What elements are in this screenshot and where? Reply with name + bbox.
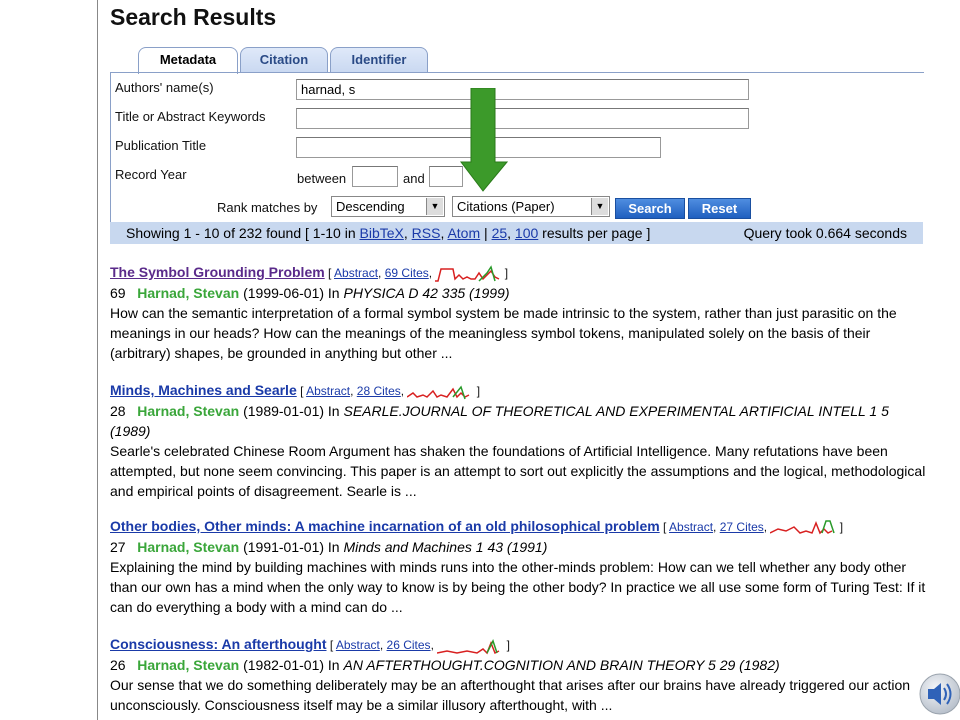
- result-date: (1991-01-01) In: [243, 539, 340, 555]
- result-snippet: Searle's celebrated Chinese Room Argument has shaken the foundations of Artificial Intelligence. Many refutations have been attempted, but none seem convincing. This paper is an attempt to sort out explicitly the assumptions and the logical, methodological and empirical points of disagreement. Searle is ...: [110, 443, 926, 499]
- atom-link[interactable]: Atom: [447, 225, 481, 241]
- result-item: Minds, Machines and Searle [ Abstract, 28 Cites, ] 28 Harnad, Stevan (1989-01-01) In SEARLE.JOURNAL OF THEORETICAL AND EXPERIMENTAL ARTIFICIAL INTELL 1 5 (1989) Searle's celebrated Chinese Room Argument has shaken the foundations of Artificial Intelligence. Many refutations have been attempted, but none seem convincing. This paper is an attempt to sort out explicitly the assumptions and the logical, methodological and empirical points of disagreement. Searle is ...: [110, 380, 930, 501]
- cites-link[interactable]: 27 Cites: [719, 520, 764, 534]
- result-title-link[interactable]: The Symbol Grounding Problem: [110, 264, 325, 280]
- result-cite-count: 69: [110, 285, 126, 301]
- results-status-bar: Showing 1 - 10 of 232 found [ 1-10 in BibTeX, RSS, Atom | 25, 100 results per page ] Query took 0.664 seconds: [110, 222, 923, 244]
- result-author[interactable]: Harnad, Stevan: [137, 403, 240, 419]
- citation-sparkline-icon[interactable]: [435, 265, 501, 283]
- result-venue: SEARLE.JOURNAL OF THEORETICAL AND EXPERIMENTAL ARTIFICIAL INTELL 1 5 (1989): [110, 403, 889, 439]
- speaker-icon[interactable]: [918, 672, 960, 716]
- chevron-down-icon: ▼: [591, 198, 608, 215]
- result-snippet: Our sense that we do something deliberately may be an afterthought that arises after our brains have already triggered our action unconsciously. Consciousness itself may be a similar illusory afterthought, with ...: [110, 677, 911, 713]
- abstract-link[interactable]: Abstract: [334, 266, 379, 280]
- tab-citation[interactable]: Citation: [240, 47, 328, 73]
- result-author[interactable]: Harnad, Stevan: [137, 539, 240, 555]
- chevron-down-icon: ▼: [426, 198, 443, 215]
- result-venue: PHYSICA D 42 335 (1999): [343, 285, 510, 301]
- keywords-label: Title or Abstract Keywords: [115, 109, 266, 124]
- and-label: and: [403, 171, 425, 186]
- abstract-link[interactable]: Abstract: [306, 384, 351, 398]
- abstract-link[interactable]: Abstract: [669, 520, 714, 534]
- result-author[interactable]: Harnad, Stevan: [137, 285, 240, 301]
- results-count: Showing 1 - 10 of 232 found [ 1-10 in: [126, 225, 360, 241]
- page-title: Search Results: [110, 4, 277, 30]
- per-page-25-link[interactable]: 25: [491, 225, 508, 241]
- result-author[interactable]: Harnad, Stevan: [137, 657, 240, 673]
- result-title-link[interactable]: Minds, Machines and Searle: [110, 382, 297, 398]
- abstract-link[interactable]: Abstract: [335, 638, 380, 652]
- cites-link[interactable]: 69 Cites: [384, 266, 429, 280]
- keywords-input[interactable]: [296, 108, 749, 129]
- between-label: between: [297, 171, 347, 186]
- result-item: The Symbol Grounding Problem [ Abstract, 69 Cites, ] 69 Harnad, Stevan (1999-06-01) In PHYSICA D 42 335 (1999) How can the semantic interpretation of a formal symbol system be made intrinsic to the system, rather than just parasitic on the meanings in our heads? How can the meanings of the meaningless symbol tokens, manipulated solely on the basis of their (arbitrary) shapes, be grounded in anything but other ...: [110, 262, 930, 363]
- citation-sparkline-icon[interactable]: [770, 519, 836, 537]
- order-select[interactable]: [331, 196, 445, 217]
- tab-metadata[interactable]: Metadata: [138, 47, 238, 74]
- result-item: Other bodies, Other minds: A machine incarnation of an old philosophical problem [ Abstract, 27 Cites, ] 27 Harnad, Stevan (1991-01-01) In Minds and Machines 1 43 (1991) Explaining the mind by building machines with minds runs into the other-minds problem: How can we tell whether any body other than our own has a mind when the only way to know is by being the other body? In practice we all use some form of Turing Test: If it can do everything a body with a mind can do ...: [110, 516, 930, 617]
- year-from-input[interactable]: [352, 166, 398, 187]
- result-cite-count: 27: [110, 539, 126, 555]
- authors-label: Authors' name(s): [115, 80, 214, 95]
- rank-select[interactable]: [452, 196, 610, 217]
- result-venue: AN AFTERTHOUGHT.COGNITION AND BRAIN THEORY 5 29 (1982): [343, 657, 780, 673]
- result-cite-count: 28: [110, 403, 126, 419]
- result-date: (1989-01-01) In: [243, 403, 340, 419]
- tab-identifier[interactable]: Identifier: [330, 47, 428, 73]
- per-page-100-link[interactable]: 100: [514, 225, 539, 241]
- result-title-link[interactable]: Consciousness: An afterthought: [110, 636, 327, 652]
- rss-link[interactable]: RSS: [411, 225, 441, 241]
- result-date: (1982-01-01) In: [243, 657, 340, 673]
- search-button[interactable]: Search: [615, 198, 685, 219]
- result-title-link[interactable]: Other bodies, Other minds: A machine incarnation of an old philosophical problem: [110, 518, 660, 534]
- bibtex-link[interactable]: BibTeX: [359, 225, 404, 241]
- rank-select-value: Citations (Paper): [457, 199, 555, 214]
- page-left-border: [97, 0, 98, 720]
- citation-sparkline-icon[interactable]: [407, 383, 473, 401]
- order-select-value: Descending: [336, 199, 405, 214]
- result-item: Consciousness: An afterthought [ Abstract, 26 Cites, ] 26 Harnad, Stevan (1982-01-01) In AN AFTERTHOUGHT.COGNITION AND BRAIN THEORY 5 29 (1982) Our sense that we do something deliberately may be an afterthought that arises after our brains have already triggered our action unconsciously. Consciousness itself may be a similar illusory afterthought, with ...: [110, 634, 930, 715]
- year-to-input[interactable]: [429, 166, 463, 187]
- down-arrow-icon: [460, 88, 508, 192]
- reset-button[interactable]: Reset: [688, 198, 751, 219]
- cites-link[interactable]: 28 Cites: [356, 384, 401, 398]
- citation-sparkline-icon[interactable]: [437, 637, 503, 655]
- authors-input[interactable]: [296, 79, 749, 100]
- result-snippet: How can the semantic interpretation of a formal symbol system be made intrinsic to the system, rather than just parasitic on the meanings in our heads? How can the meanings of the meaningless symbol tokens, manipulated solely on the basis of their (arbitrary) shapes, be grounded in anything but other ...: [110, 305, 897, 361]
- query-time: Query took 0.664 seconds: [743, 225, 907, 241]
- result-venue: Minds and Machines 1 43 (1991): [343, 539, 548, 555]
- result-cite-count: 26: [110, 657, 126, 673]
- cites-link[interactable]: 26 Cites: [386, 638, 431, 652]
- result-date: (1999-06-01) In: [243, 285, 340, 301]
- pubtitle-label: Publication Title: [115, 138, 207, 153]
- result-snippet: Explaining the mind by building machines with minds runs into the other-minds problem: How can we tell whether any body other than our own has a mind when the only way to know is by being the other body? In practice we all use some form of Turing Test: If it can do everything a body with a mind can do ...: [110, 559, 926, 615]
- rank-label: Rank matches by: [217, 200, 318, 215]
- year-label: Record Year: [115, 167, 187, 182]
